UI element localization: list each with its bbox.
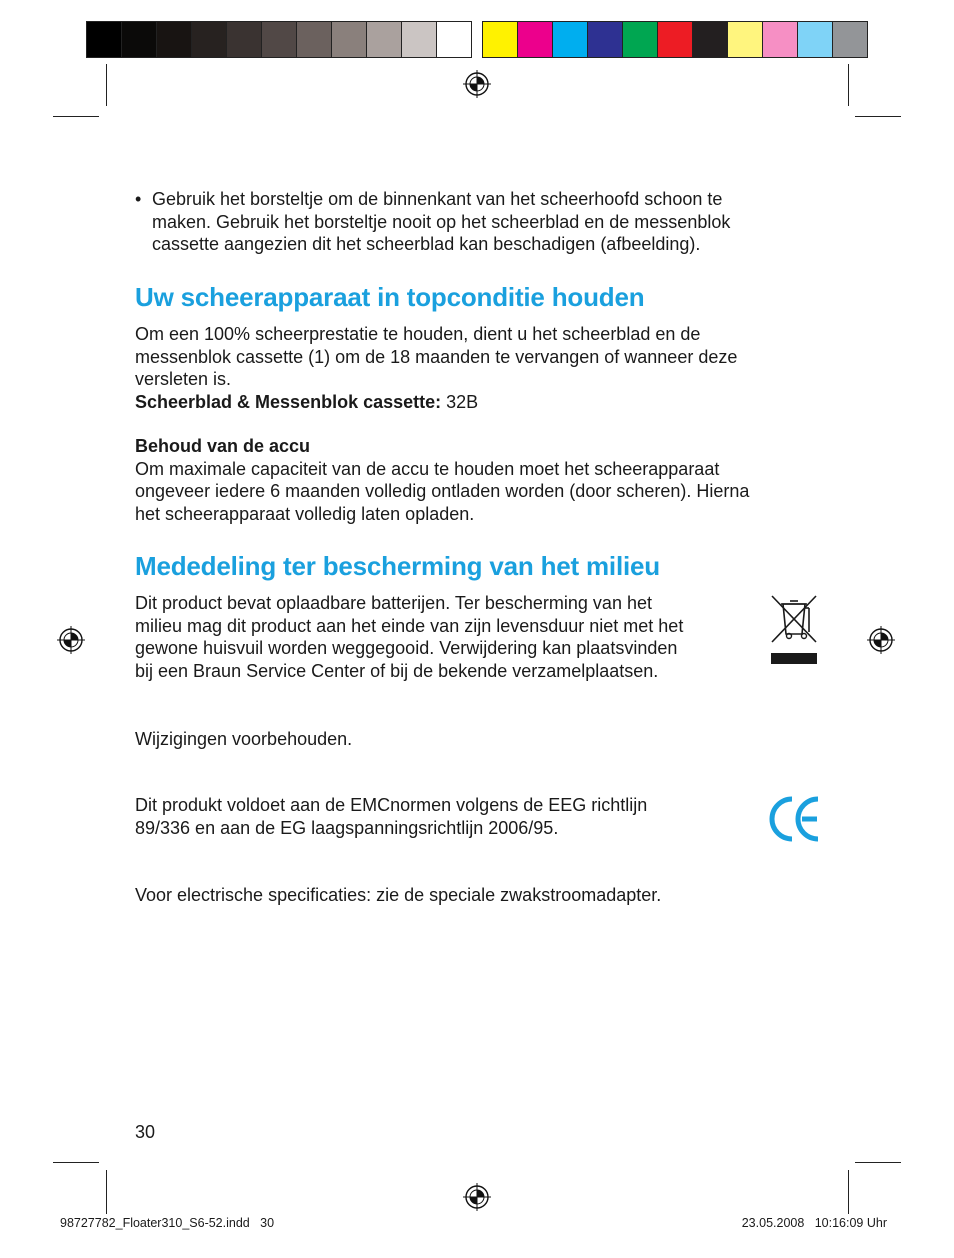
paragraph-line: Om maximale capaciteit van de accu te houden moet het scheerapparaat <box>135 458 720 479</box>
color-swatch <box>658 22 693 57</box>
process-color-bar <box>482 21 868 58</box>
crop-mark-bottom-left-h <box>53 1162 99 1163</box>
paragraph-line: milieu mag dit product aan het einde van zijn levensduur niet met het <box>135 615 684 636</box>
color-swatch <box>553 22 588 57</box>
ce-mark-icon <box>768 795 822 843</box>
color-swatch <box>763 22 798 57</box>
crop-mark-bottom-left-v <box>106 1170 107 1214</box>
color-swatch <box>437 22 471 57</box>
print-timestamp: 23.05.2008 10:16:09 Uhr <box>741 1216 887 1230</box>
battery-paragraph <box>135 435 835 525</box>
bullet-text <box>152 188 822 256</box>
registration-target-icon <box>463 70 491 98</box>
replacement-part-label: Scheerblad & Messenblok cassette: <box>135 391 442 412</box>
paragraph-line: Dit produkt voldoet aan de EMCnormen volgens de EEG richtlijn <box>135 795 648 815</box>
crop-mark-top-right-h <box>855 116 901 117</box>
registration-target-icon <box>867 626 895 654</box>
file-slug: 98727782_Floater310_S6-52.indd 30 <box>60 1216 275 1230</box>
replacement-part-value: 32B <box>446 391 479 412</box>
battery-subheading: Behoud van de accu <box>135 436 311 456</box>
crop-mark-top-right-v <box>848 64 849 106</box>
replacement-part-line <box>135 391 835 414</box>
color-swatch <box>483 22 518 57</box>
bullet-marker: • <box>135 189 142 209</box>
color-swatch <box>693 22 728 57</box>
page-number: 30 <box>135 1122 156 1142</box>
registration-target-icon <box>463 1183 491 1211</box>
color-swatch <box>157 22 192 57</box>
color-swatch <box>367 22 402 57</box>
paragraph-line: het scheerapparaat volledig laten opladen. <box>135 503 475 524</box>
paragraph-line: messenblok cassette (1) om de 18 maanden te vervangen of wanneer deze <box>135 346 738 367</box>
color-swatch <box>122 22 157 57</box>
registration-target-icon <box>57 626 85 654</box>
paragraph-line: gewone huisvuil worden weggegooid. Verwijdering kan plaatsvinden <box>135 638 678 658</box>
maintenance-paragraph <box>135 323 835 413</box>
color-swatch <box>798 22 833 57</box>
section-heading-maintenance: Uw scheerapparaat in topconditie houden <box>135 282 645 312</box>
paragraph-line: bij een Braun Service Center of bij de bekende verzamelplaatsen. <box>135 660 659 681</box>
color-swatch <box>402 22 437 57</box>
gray-color-bar <box>86 21 472 58</box>
crop-mark-bottom-right-h <box>855 1162 901 1163</box>
specs-note: Voor electrische specificaties: zie de speciale zwakstroomadapter. <box>135 885 662 905</box>
bullet-line: cassette aangezien dit het scheerblad kan beschadigen (afbeelding). <box>152 234 701 254</box>
crop-mark-top-left-h <box>53 116 99 117</box>
paragraph-line: ongeveer iedere 6 maanden volledig ontladen worden (door scheren). Hierna <box>135 481 750 501</box>
color-swatch <box>728 22 763 57</box>
crossed-out-wheelie-bin-icon <box>768 592 820 666</box>
paragraph-line: 89/336 en aan de EG laagspanningsrichtlijn 2006/95. <box>135 817 559 838</box>
color-swatch <box>262 22 297 57</box>
color-swatch <box>332 22 367 57</box>
paragraph-line: Dit product bevat oplaadbare batterijen. Ter bescherming van het <box>135 593 652 613</box>
emc-paragraph <box>135 794 755 839</box>
color-swatch <box>833 22 867 57</box>
color-swatch <box>518 22 553 57</box>
bullet-line: maken. Gebruik het borsteltje nooit op het scheerblad en de messenblok <box>152 211 731 232</box>
section-heading-environment: Mededeling ter bescherming van het milieu <box>135 551 660 581</box>
color-swatch <box>297 22 332 57</box>
environment-paragraph <box>135 592 755 682</box>
paragraph-line: versleten is. <box>135 369 232 389</box>
crop-mark-bottom-right-v <box>848 1170 849 1214</box>
color-swatch <box>192 22 227 57</box>
crop-mark-top-left-v <box>106 64 107 106</box>
bullet-line: Gebruik het borsteltje om de binnenkant van het scheerhoofd schoon te <box>152 189 723 209</box>
paragraph-line: Om een 100% scheerprestatie te houden, dient u het scheerblad en de <box>135 324 701 344</box>
color-swatch <box>588 22 623 57</box>
color-swatch <box>87 22 122 57</box>
color-swatch <box>227 22 262 57</box>
color-swatch <box>623 22 658 57</box>
changes-note: Wijzigingen voorbehouden. <box>135 729 353 749</box>
